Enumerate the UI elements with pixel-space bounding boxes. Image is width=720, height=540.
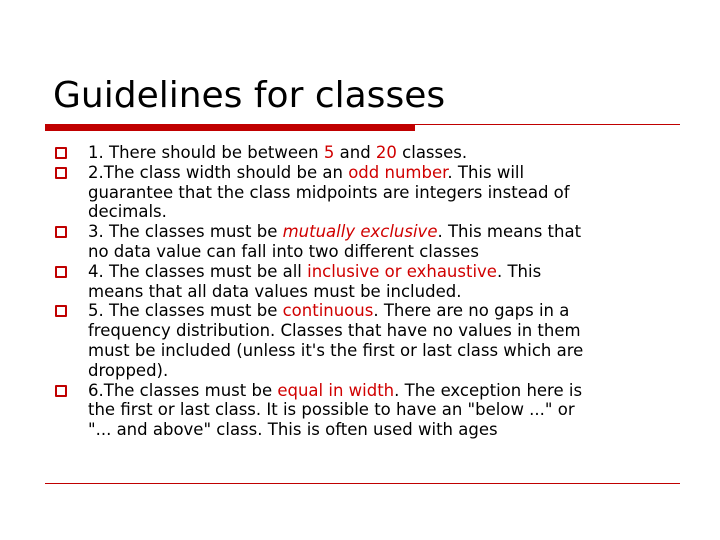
hollow-square-icon [55, 385, 67, 397]
highlighted-term: odd number [348, 162, 448, 182]
bullet-text-segment: . The exception here is [394, 380, 583, 400]
bullet-text-segment: dropped). [88, 360, 169, 380]
hollow-square-icon [55, 305, 67, 317]
footer-rule [45, 483, 680, 484]
bullet-text-line [88, 361, 678, 381]
bullet-text-line [88, 202, 678, 222]
bullet-text-line [88, 183, 678, 203]
bullet-text-line [88, 242, 678, 262]
bullet-text-line [88, 301, 678, 321]
bullet-text-segment: 6.The classes must be [88, 380, 278, 400]
bullet-text-segment: 4. The classes must be all [88, 261, 308, 281]
highlighted-term: inclusive or exhaustive [307, 261, 497, 281]
bullet-text-line [88, 222, 678, 242]
bullet-text-segment: 5. The classes must be [88, 301, 283, 321]
bullet-text-segment: no data value can fall into two different classes [88, 241, 479, 261]
bullet-text-line [88, 262, 678, 282]
highlighted-term: mutually exclusive [282, 222, 438, 242]
bullet-text-segment: frequency distribution. Classes that have no values in them [88, 321, 581, 341]
bullet-text-segment: and [334, 143, 376, 162]
bullet-text-line [88, 400, 678, 420]
bullet-text-segment: 3. The classes must be [88, 222, 283, 242]
bullet-text-segment: guarantee that the class midpoints are integers instead of [88, 182, 570, 202]
highlighted-term: 5 [323, 143, 335, 162]
hollow-square-icon [55, 147, 67, 159]
bullet-text-segment: . This [496, 261, 542, 281]
bullet-text-segment: 2.The class width should be an [88, 162, 349, 182]
bullet-text-segment: means that all data values must be included. [88, 281, 462, 301]
hollow-square-icon [55, 226, 67, 238]
bullet-text-segment: classes. [396, 143, 468, 162]
highlighted-term: continuous [282, 301, 374, 321]
slide-title: Guidelines for classes [53, 75, 446, 116]
bullet-text-line [88, 163, 678, 183]
highlighted-term: 20 [375, 143, 397, 162]
bullet-text-segment: must be included (unless it's the first or last class which are [88, 340, 584, 360]
bullet-text-segment: . This means that [437, 222, 582, 242]
bullet-text-segment: . There are no gaps in a [373, 301, 570, 321]
bullet-text-segment: . This will [447, 162, 525, 182]
bullet-text-line [88, 321, 678, 341]
title-underline-accent-bar [45, 124, 415, 131]
bullet-text-segment: "... and above" class. This is often used with ages [88, 420, 498, 440]
bullet-text-segment: the first or last class. It is possible to have an "below ..." or [88, 400, 575, 420]
bullet-text-segment: decimals. [88, 202, 167, 222]
bullet-text-line [88, 341, 678, 361]
bullet-text-line [88, 420, 678, 440]
bullet-text-line [88, 381, 678, 401]
bullet-text-line [88, 282, 678, 302]
highlighted-term: equal in width [277, 380, 395, 400]
bullet-text-line [88, 143, 678, 163]
hollow-square-icon [55, 167, 67, 179]
hollow-square-icon [55, 266, 67, 278]
bullet-text-segment: 1. There should be between [88, 143, 324, 162]
